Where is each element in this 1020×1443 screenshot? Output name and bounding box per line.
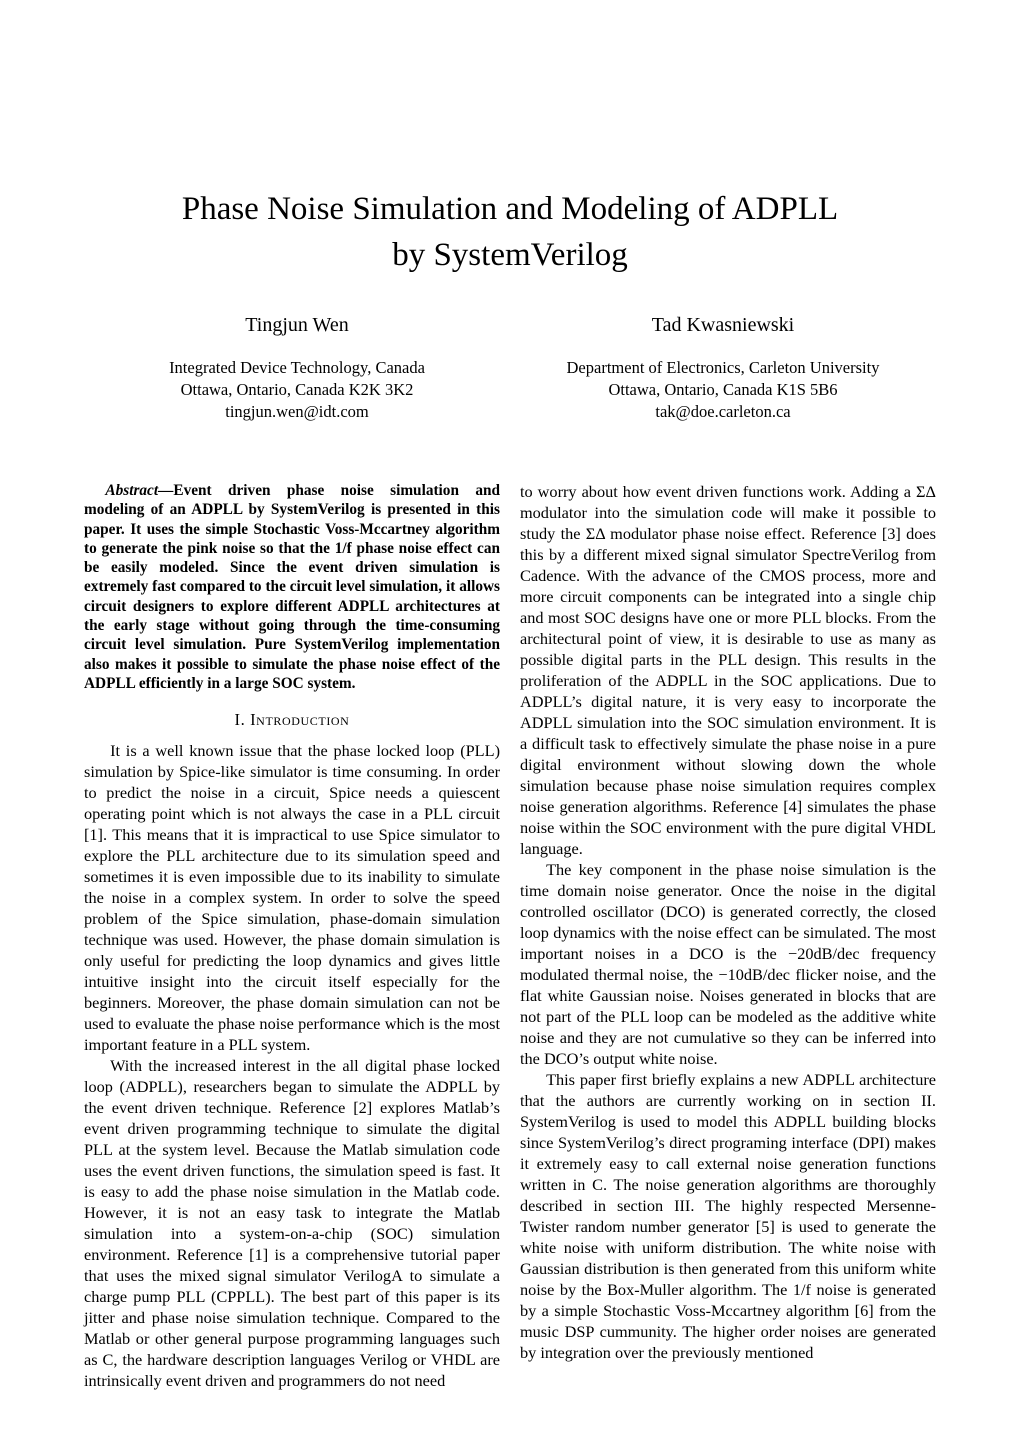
author-blocks (84, 314, 936, 423)
paper-title-line2: by SystemVerilog (392, 237, 628, 273)
abstract-text: Event driven phase noise simulation and modeling of an ADPLL by SystemVerilog is presented in this paper. It uses the simple Stochastic Voss-Mccartney algorithm to generate the pink noise so that the 1/f phase noise effect can be easily modeled. Since the event driven simulation is extremely fast compared to the circuit level simulation, it allows circuit designers to explore different ADPLL architectures at the early stage without going through the time-consuming circuit level simulation. Pure SystemVerilog implementation also makes it possible to simulate the phase noise effect of the ADPLL efficiently in a large SOC system. (84, 482, 500, 692)
author-name-left: Tingjun Wen (245, 314, 349, 336)
right-paragraph-1: to worry about how event driven functions work. Adding a ΣΔ modulator into the simulation code will make it possible to study the ΣΔ modulator phase noise effect. Reference [3] does this by a different mixed signal simulator SpectreVerilog from Cadence. With the advance of the CMOS process, more and more circuit components can be integrated into a single chip and most SOC designs have one or more PLL blocks. From the architectural point of view, it is desirable to use as many as possible digital parts in the PLL design. This results in the proliferation of the ADPLL in the SOC applications. Due to ADPLL’s digital nature, it is very easy to incorporate the ADPLL simulation into the SOC simulation environment. It is a difficult task to effectively simulate the phase noise in a pure digital environment without slowing down the whole simulation because phase noise simulation requires complex noise generation algorithms. Reference [4] simulates the phase noise within the SOC environment with the pure digital VHDL language. (520, 482, 936, 858)
right-column (520, 481, 936, 1391)
author-email-left: tingjun.wen@idt.com (225, 402, 369, 421)
left-column (84, 481, 500, 1391)
author-affiliation-line2-right: Ottawa, Ontario, Canada K1S 5B6 (608, 380, 838, 399)
paper-title-line1: Phase Noise Simulation and Modeling of ADPLL (181, 191, 839, 227)
intro-paragraph-2: With the increased interest in the all digital phase locked loop (ADPLL), researchers began to simulate the ADPLL by the event driven technique. Reference [2] explores Matlab’s event driven programming technique to simulate the digital PLL at the system level. Because the Matlab simulation code uses the event driven functions, the simulation speed is fast. It is easy to add the phase noise simulation in the Matlab code. However, it is not an easy task to integrate the Matlab simulation into a system-on-a-chip (SOC) simulation environment. Reference [1] is a comprehensive tutorial paper that uses the mixed signal simulator VerilogA to simulate a charge pump PLL (CPPLL). The best part of this paper is its jitter and phase noise simulation technique. Compared to the Matlab or other general purpose programming languages such as C, the hardware description languages Verilog or VHDL are intrinsically event driven and programmers do not need (84, 1056, 500, 1391)
author-affiliation-left (84, 357, 510, 423)
paper-title (84, 186, 936, 278)
intro-paragraph-1: It is a well known issue that the phase locked loop (PLL) simulation by Spice-like simulator is time consuming. In order to predict the noise in a circuit, Spice needs a quiescent operating point which is not always the case in a PLL circuit [1]. This means that it is impractical to use Spice simulator to explore the PLL architecture due to its simulation speed and sometimes it is even impossible due to its inability to simulate the noise in a complex system. In order to solve the speed problem of the Spice simulation, phase-domain simulation technique was used. However, the phase domain simulation is only useful for predicting the loop dynamics and gives little intuitive insight into the circuit itself especially for the beginners. Moreover, the phase domain simulation can not be used to evaluate the phase noise performance which is the most important feature in a PLL system. (84, 741, 500, 1055)
author-affiliation-line1-right: Department of Electronics, Carleton University (566, 358, 880, 377)
right-paragraph-3: This paper first briefly explains a new ADPLL architecture that the authors are currently working on in section II. SystemVerilog is used to model this ADPLL building blocks since SystemVerilog’s direct programing interface (DPI) makes it extremely easy to call external noise generation functions written in C. The noise generation algorithms are thoroughly described in section III. The highly respected Mersenne-Twister random number generator [5] is used to generate the white noise with uniform distribution. The white noise with Gaussian distribution is then generated from this uniform white noise by the Box-Muller algorithm. The 1/f noise is generated by a simple Stochastic Voss-Mccartney algorithm [6] from the music DSP cummunity. The higher order noises are generated by integration over the previously mentioned (520, 1070, 936, 1362)
author-affiliation-line2-left: Ottawa, Ontario, Canada K2K 3K2 (180, 380, 414, 399)
author-block-right (510, 314, 936, 423)
author-block-left (84, 314, 510, 423)
author-affiliation-line1-left: Integrated Device Technology, Canada (169, 358, 425, 377)
section-heading-introduction: I. Introduction (234, 710, 350, 730)
right-paragraph-2: The key component in the phase noise simulation is the time domain noise generator. Once the noise in the digital controlled oscillator (DCO) is generated correctly, the closed loop dynamics with the noise effect can be simulated. The most important noises in a DCO is the −20dB/dec frequency modulated thermal noise, the −10dB/dec flicker noise, and the flat white Gaussian noise. Noises generated in blocks that are not part of the PLL loop can be modeled as the additive white noise and they are not cumulative so they can be inferred into the DCO’s output white noise. (520, 860, 936, 1068)
abstract (84, 481, 500, 693)
author-email-right: tak@doe.carleton.ca (655, 402, 791, 421)
abstract-label: Abstract— (105, 482, 174, 499)
body-columns (84, 481, 936, 1391)
author-name-right: Tad Kwasniewski (651, 314, 795, 336)
author-affiliation-right (510, 357, 936, 423)
